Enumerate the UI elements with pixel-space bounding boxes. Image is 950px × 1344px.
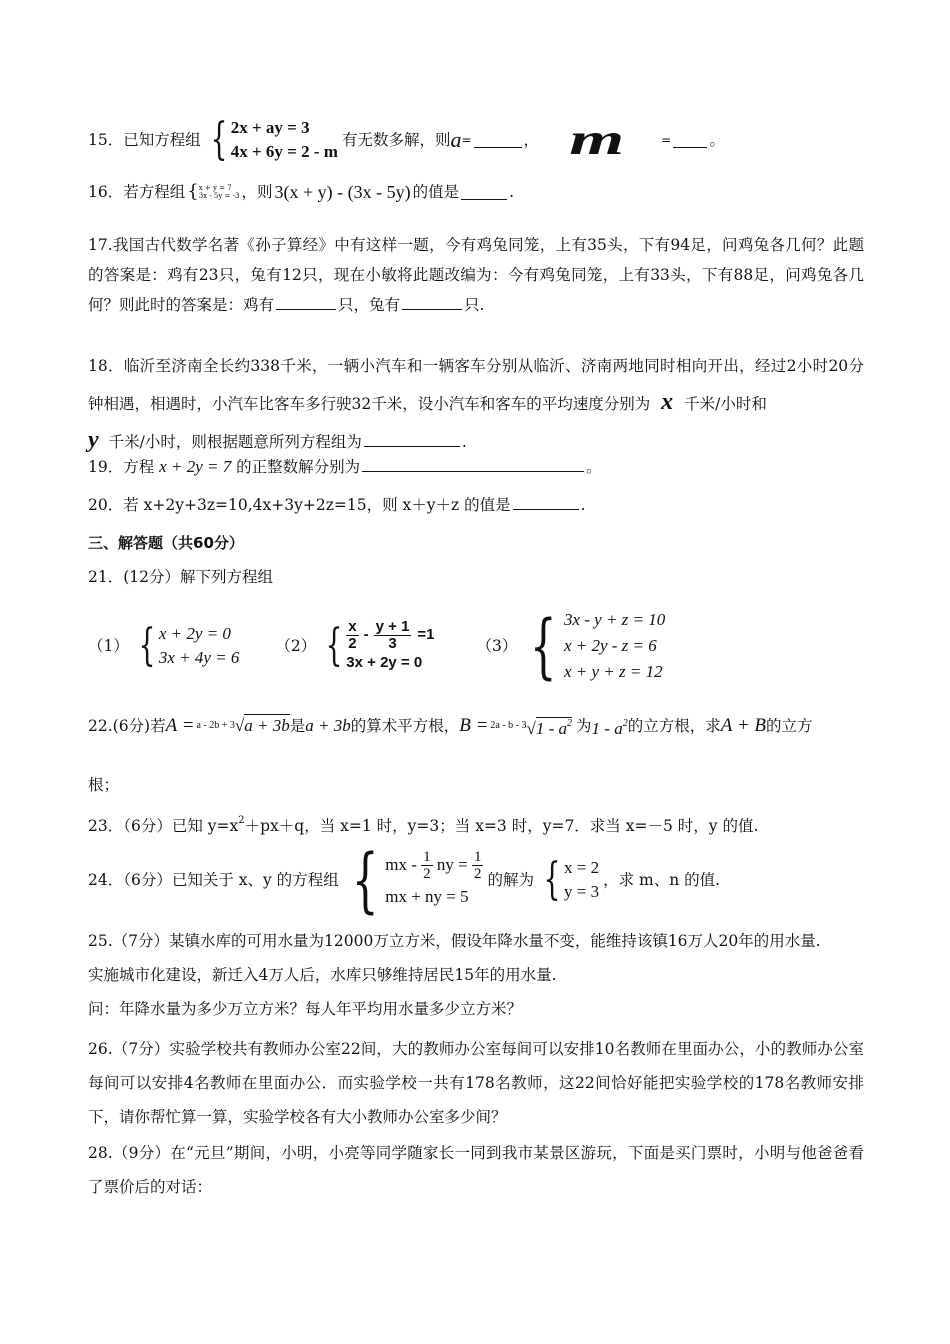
- question-26: 26.（7分）实验学校共有教师办公室22间，大的教师办公室每间可以安排10名教师在里面办公，小的教师办公室每间可以安排4名教师在里面办公．而实验学校一共有178名教师，这22间恰好能把实验学校的178名教师安排下，请你帮忙算一算，实验学校各有大小教师办公室多少间？: [88, 1040, 864, 1126]
- question-16: [88, 176, 864, 208]
- q21-p3-eq2: x + 2y - z = 6: [563, 636, 657, 655]
- q21-p3-eq1: 3x - y + z = 10: [563, 610, 666, 629]
- q24-sol2: y = 3: [564, 882, 600, 901]
- q20-text: 20．若 x+2y+3z=10,4x+3y+2z=15，则 x＋y＋z 的值是: [88, 496, 511, 514]
- q22-arg2: 1 - a: [591, 718, 623, 738]
- q15-eq-m: =: [661, 133, 672, 147]
- q16-expr: 3(x + y) - (3x - 5y): [274, 182, 411, 202]
- q22-arg1: a + 3b: [305, 716, 351, 735]
- q19-mid: 的正整数解分别为: [236, 458, 361, 476]
- q15-eq1: 2x + ay = 3: [230, 118, 310, 137]
- left-brace-icon: {: [530, 605, 558, 687]
- q21-p2-eq2: 3x + 2y = 0: [346, 653, 423, 671]
- q24-end: ，求 m、n 的值.: [603, 871, 721, 889]
- q22-is1: 是: [289, 717, 306, 735]
- q15-eq-a: =: [461, 133, 472, 147]
- q16-blank: [461, 185, 507, 200]
- q15-mid: 有无数多解，则: [341, 131, 451, 149]
- q16-end: 的值是: [412, 183, 460, 201]
- left-brace-icon: {: [543, 854, 561, 905]
- q19-end: 。: [586, 458, 602, 476]
- q22-sum: A + B: [720, 715, 766, 736]
- q24-eq2: mx + ny = 5: [385, 886, 469, 906]
- q18-var-y: y: [88, 427, 99, 453]
- q15-blank-m: [673, 133, 707, 148]
- q15-system: [205, 116, 338, 164]
- question-20: [88, 494, 864, 516]
- question-17: [88, 230, 864, 320]
- q15-number: 15．已知方程组: [88, 131, 201, 149]
- q16-number: 16．若方程组: [88, 183, 186, 201]
- q16-mid: ，则: [241, 183, 273, 201]
- q22-mid1: 的算术平方根，: [350, 717, 460, 735]
- q18-text: 18．临沂至济南全长约338千米，一辆小汽车和一辆客车分别从临沂、济南两地同时相向开出，经过2小时20分钟相遇，相遇时，小汽车比客车多行驶32千米，设小汽车和客车的平均速度分别为: [88, 357, 864, 413]
- left-brace-icon: {: [187, 181, 199, 202]
- q21-heading: 21．(12分）解下列方程组: [88, 568, 273, 586]
- q18-unit1: 千米/小时和: [684, 395, 767, 413]
- q22-B-exponent: 2a - b - 3: [490, 720, 527, 731]
- left-brace-icon: {: [325, 620, 343, 671]
- q17-blank-chicken: [276, 295, 336, 310]
- q22-A-exponent: a - 2b + 3: [196, 720, 235, 731]
- q18-blank: [364, 432, 460, 447]
- q15-end: 。: [709, 131, 725, 149]
- q20-end: .: [580, 496, 586, 514]
- q21-system-3: [521, 607, 665, 685]
- q17-blank-rabbit: [402, 295, 462, 310]
- q21-p1-eq2: 3x + 4y = 6: [158, 648, 240, 667]
- q24-solution: [538, 856, 599, 904]
- q19-eq: x + 2y = 7: [159, 457, 232, 476]
- q21-system-1: [133, 622, 240, 670]
- q21-system-2: { $\frac{x}{2}$ - $\frac{y + 1}{3}$ =1 3x + 2y = 0: [320, 619, 434, 674]
- q25-line-3: 问：年降水量为多少万立方米？每人年平均用水量多少立方米？: [88, 1000, 523, 1018]
- q16-eq1: x + y = 7: [198, 184, 232, 192]
- q24-mid: 的解为: [487, 871, 534, 889]
- q18-var-x: x: [661, 389, 674, 415]
- q21-p1-label: （1）: [88, 637, 129, 655]
- q16-eq2: 3x - 5y = -3: [198, 192, 240, 200]
- q17-mid: 只，兔有: [338, 296, 401, 314]
- left-brace-icon: {: [351, 839, 379, 921]
- q23-text: 23．（6分）已知 y=x: [88, 817, 239, 835]
- q17-end: 只.: [464, 296, 485, 314]
- question-21-systems: [88, 604, 864, 688]
- q22-number: 22.(6分)若: [88, 717, 166, 735]
- q21-p1-eq1: x + 2y = 0: [158, 624, 231, 643]
- q15-var-m: m: [569, 115, 621, 164]
- q21-p3-eq3: x + y + z = 12: [563, 662, 663, 681]
- q25-line-2: 实施城市化建设，新迁入4万人后，水库只够维持居民15年的用水量.: [88, 966, 557, 984]
- q20-blank: [513, 495, 579, 510]
- q25-line-1: 25.（7分）某镇水库的可用水量为12000万立方米，假设年降水量不变，能维持该镇16万人20年的用水量.: [88, 932, 821, 950]
- q24-system: { mx - $\frac{1}{2}$ ny = $\frac{1}{2}$ mx + ny = 5: [351, 839, 482, 921]
- q18-end: .: [461, 433, 467, 451]
- q22-is2: 为: [576, 717, 592, 735]
- q19-blank: [362, 457, 584, 472]
- question-19: [88, 456, 864, 478]
- question-28: 28.（9分）在“元旦”期间，小明，小亮等同学随家长一同到我市某景区游玩，下面是买门票时，小明与他爸爸看了票价后的对话：: [88, 1144, 864, 1196]
- left-brace-icon: {: [210, 114, 228, 165]
- q16-system: [187, 183, 239, 201]
- q15-blank-a: [474, 133, 522, 148]
- q24-number: 24．（6分）已知关于 x、y 的方程组: [88, 871, 339, 889]
- q22-A-radicand: a + 3b: [244, 716, 290, 735]
- section-3-title: 三、解答题（共60分）: [88, 534, 244, 552]
- q21-p3-label: （3）: [476, 637, 518, 655]
- q17-text: 17.我国古代数学名著《孙子算经》中有这样一题，今有鸡兔同笼，上有35头，下有94足，问鸡兔各几何？此题的答案是：鸡有23只，兔有12只，现在小敏将此题改编为：今有鸡兔同笼，上有33头，下有88足，问鸡兔各几何？则此时的答案是：鸡有: [88, 236, 864, 314]
- q15-var-a: a: [450, 127, 462, 152]
- q16-period: .: [509, 183, 515, 201]
- q19-number: 19．方程: [88, 458, 155, 476]
- q22-continuation: 根；: [88, 776, 120, 794]
- q18-unit2: 千米/小时，则根据题意所列方程组为: [108, 433, 362, 451]
- q22-end: 的立方: [765, 717, 813, 735]
- question-23: 23．（6分）已知 $y=x^2+px+q$，当 x=1 时，y=3；当 x=3 时，y=7．求当 x=－5 时，y 的值.: [88, 815, 759, 835]
- q24-sol1: x = 2: [564, 858, 600, 877]
- q23-text2: ＋px＋q，当 x=1 时，y=3；当 x=3 时，y=7．求当 x=－5 时，y 的值.: [244, 817, 759, 835]
- q21-p2-label: （2）: [275, 637, 317, 655]
- q15-comma: ，: [523, 131, 540, 149]
- q22-mid2: 的立方根，求: [627, 717, 721, 735]
- question-18: [88, 348, 864, 460]
- question-24: [88, 839, 864, 921]
- question-22: 22.(6分)若 A = a - 2b + 3 √a + 3b 是 a + 3b 的算术平方根， B = 2a - b - 3 $√1 - a^2$ 为 $1 - a^2$ 的立方根，求 A + B 的立方: [88, 715, 813, 738]
- q22-B-radicand: 1 - a: [535, 718, 568, 738]
- left-brace-icon: {: [138, 620, 156, 671]
- q15-eq2: 4x + 6y = 2 - m: [230, 142, 338, 161]
- question-15: [88, 114, 864, 165]
